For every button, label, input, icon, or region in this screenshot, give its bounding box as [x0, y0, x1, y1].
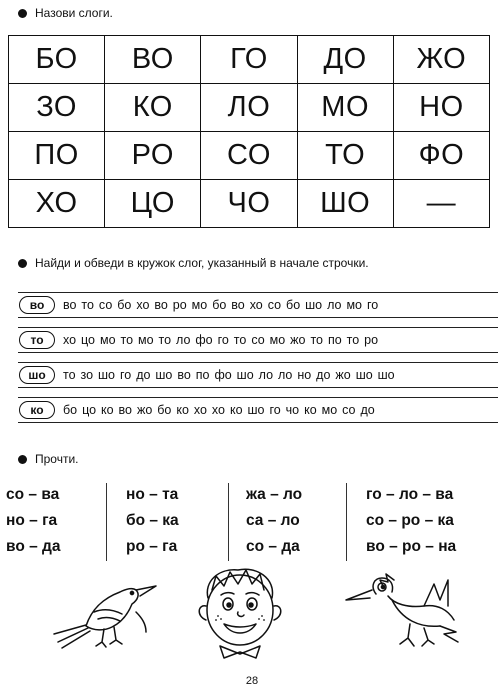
- grid-cell: ЛО: [201, 84, 297, 132]
- word: во – ро – на: [366, 538, 457, 555]
- page-number: 28: [245, 675, 259, 687]
- syllable-grid: [8, 35, 490, 228]
- word: жа – ло: [246, 486, 303, 503]
- target-syllable-badge: во: [19, 296, 55, 314]
- grid-cell: ЗО: [9, 84, 105, 132]
- grid-cell: СО: [201, 132, 297, 180]
- read-column: [246, 482, 302, 562]
- word: со – да: [246, 538, 300, 555]
- bullet-icon: [18, 455, 27, 464]
- grid-cell: ТО: [297, 132, 393, 180]
- find-row: [18, 292, 498, 318]
- grid-cell: ЦО: [105, 180, 201, 228]
- grid-cell: МО: [297, 84, 393, 132]
- grid-cell: ДО: [297, 36, 393, 84]
- grid-row: [9, 36, 490, 84]
- section2-heading: [18, 256, 369, 270]
- bullet-icon: [18, 259, 27, 268]
- grid-row: [9, 180, 490, 228]
- boy-face-icon: [186, 562, 296, 660]
- word: но – га: [6, 512, 58, 529]
- find-row: [18, 362, 498, 388]
- word: со – ро – ка: [366, 512, 454, 529]
- grid-cell: ФО: [393, 132, 489, 180]
- grid-cell: РО: [105, 132, 201, 180]
- read-column: [126, 482, 179, 562]
- column-divider: [106, 483, 107, 561]
- grid-row: [9, 132, 490, 180]
- grid-cell: КО: [105, 84, 201, 132]
- grid-cell: ХО: [9, 180, 105, 228]
- target-syllable-badge: шо: [19, 366, 55, 384]
- bullet-icon: [18, 9, 27, 18]
- target-syllable-badge: ко: [19, 401, 55, 419]
- section3-heading: [18, 452, 79, 466]
- word: со – ва: [6, 486, 60, 503]
- grid-cell: —: [393, 180, 489, 228]
- column-divider: [346, 483, 347, 561]
- word: го – ло – ва: [366, 486, 454, 503]
- grid-cell: ЧО: [201, 180, 297, 228]
- section1-heading: [18, 6, 113, 20]
- word: во – да: [6, 538, 61, 555]
- grid-cell: БО: [9, 36, 105, 84]
- grid-cell: ШО: [297, 180, 393, 228]
- find-row: [18, 397, 498, 423]
- bird-icon: [40, 572, 160, 654]
- syllable-sequence: бо цо ко во жо бо ко хо хо ко шо го чо ко мо со до: [63, 403, 375, 417]
- grid-cell: НО: [393, 84, 489, 132]
- target-syllable-badge: то: [19, 331, 55, 349]
- syllable-sequence: хо цо мо то мо то ло фо го то со мо жо то по то ро: [63, 333, 379, 347]
- column-divider: [228, 483, 229, 561]
- read-column: [366, 482, 456, 562]
- grid-row: [9, 84, 490, 132]
- read-column: [6, 482, 61, 562]
- section2-title: Найди и обведи в кружок слог, указанный в начале строчки.: [35, 256, 369, 270]
- syllable-sequence: то зо шо го до шо во по фо шо ло ло но до жо шо шо: [63, 368, 395, 382]
- grid-cell: ПО: [9, 132, 105, 180]
- grid-cell: ВО: [105, 36, 201, 84]
- section3-title: Прочти.: [35, 452, 79, 466]
- grid-cell: ЖО: [393, 36, 489, 84]
- find-row: [18, 327, 498, 353]
- word: бо – ка: [126, 512, 179, 529]
- crow-icon: [336, 570, 460, 654]
- section1-title: Назови слоги.: [35, 6, 113, 20]
- grid-cell: ГО: [201, 36, 297, 84]
- word: са – ло: [246, 512, 300, 529]
- word: ро – га: [126, 538, 178, 555]
- word: но – та: [126, 486, 179, 503]
- syllable-sequence: во то со бо хо во ро мо бо во хо со бо шо ло мо го: [63, 298, 379, 312]
